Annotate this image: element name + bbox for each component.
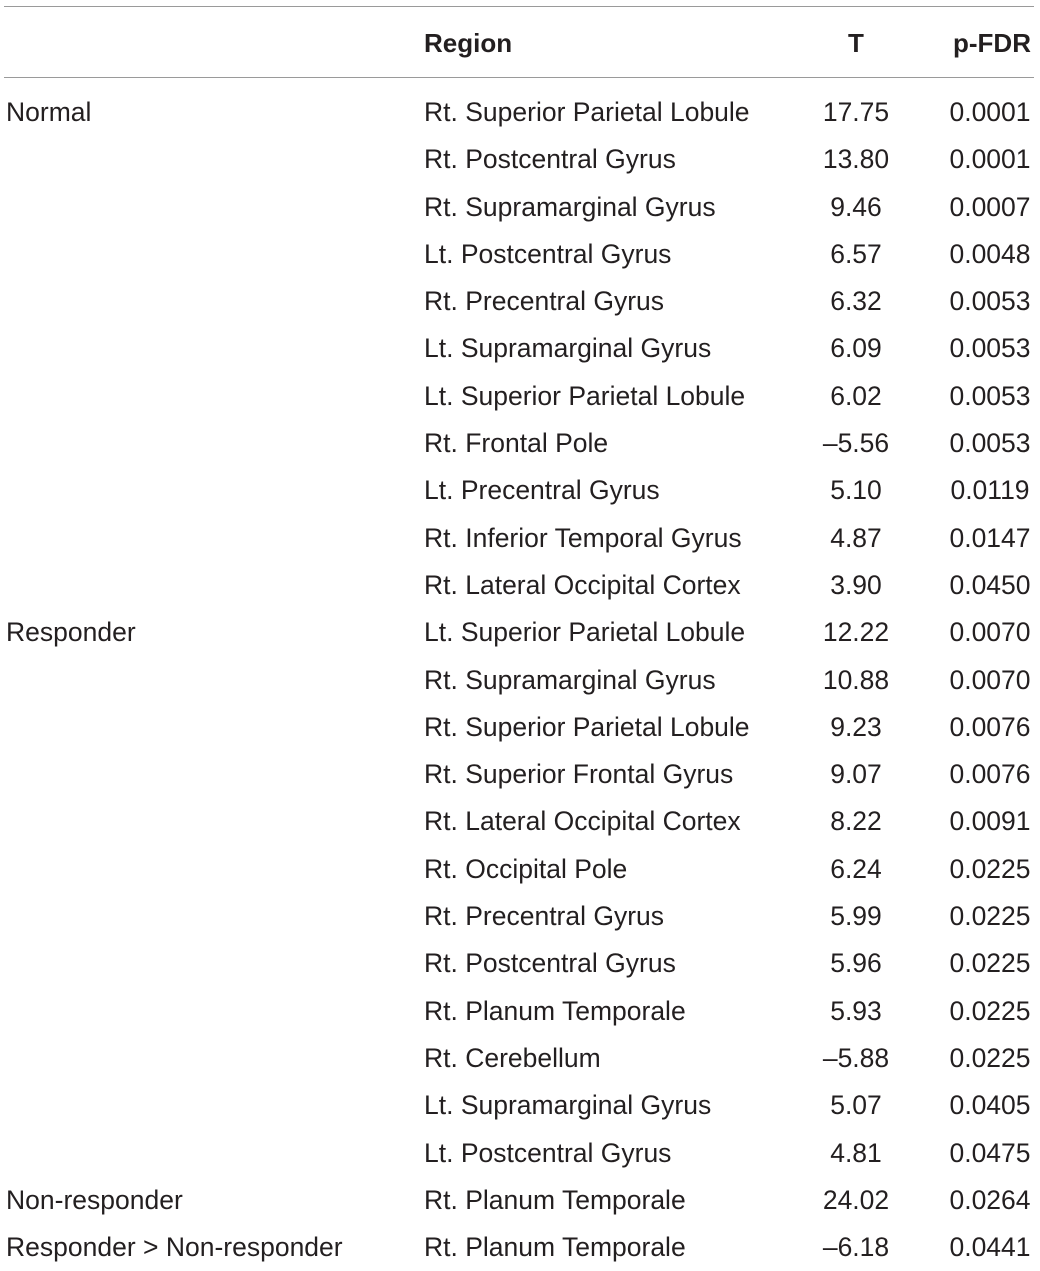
header-region: Region xyxy=(424,28,513,58)
table-body xyxy=(0,89,1040,1271)
region-cell: Rt. Precentral Gyrus xyxy=(424,286,665,317)
region-cell: Rt. Frontal Pole xyxy=(424,428,609,459)
table-row xyxy=(0,373,1040,420)
group-cell: Responder > Non-responder xyxy=(6,1232,343,1263)
p-fdr-cell: 0.0225 xyxy=(949,901,1031,932)
region-cell: Rt. Cerebellum xyxy=(424,1042,601,1073)
table-row xyxy=(0,988,1040,1035)
p-fdr-cell: 0.0450 xyxy=(949,569,1031,600)
region-cell: Rt. Superior Parietal Lobule xyxy=(424,97,750,127)
region-cell: Rt. Occipital Pole xyxy=(424,853,628,884)
t-value-cell: 4.87 xyxy=(830,522,882,553)
p-fdr-cell: 0.0007 xyxy=(949,191,1031,222)
region-cell: Rt. Lateral Occipital Cortex xyxy=(424,569,741,600)
table-row xyxy=(0,1177,1040,1224)
t-value-cell: 6.32 xyxy=(830,286,882,317)
region-cell: Rt. Lateral Occipital Cortex xyxy=(424,806,741,837)
t-value-cell: 6.09 xyxy=(830,333,882,364)
group-cell: Non-responder xyxy=(6,1184,183,1215)
t-value-cell: 6.24 xyxy=(830,853,882,884)
p-fdr-cell: 0.0225 xyxy=(949,853,1031,884)
p-fdr-cell: 0.0225 xyxy=(949,995,1031,1026)
region-cell: Rt. Planum Temporale xyxy=(424,1184,686,1215)
table-row xyxy=(0,1082,1040,1129)
t-value-cell: 17.75 xyxy=(822,97,890,127)
t-value-cell: 5.93 xyxy=(830,995,882,1026)
table-header-rule xyxy=(4,77,1034,78)
t-value-cell: 5.99 xyxy=(830,901,882,932)
t-value-cell: –5.88 xyxy=(822,1042,890,1073)
t-value-cell: 5.07 xyxy=(830,1090,882,1121)
table-row xyxy=(0,325,1040,372)
p-fdr-cell: 0.0048 xyxy=(949,238,1031,269)
p-fdr-cell: 0.0053 xyxy=(949,333,1031,364)
table-row xyxy=(0,940,1040,987)
t-value-cell: 5.10 xyxy=(830,475,882,506)
region-cell: Rt. Superior Frontal Gyrus xyxy=(424,759,734,790)
region-cell: Rt. Inferior Temporal Gyrus xyxy=(424,522,742,553)
table-row xyxy=(0,184,1040,231)
table-row xyxy=(0,798,1040,845)
region-cell: Lt. Superior Parietal Lobule xyxy=(424,380,746,411)
t-value-cell: 8.22 xyxy=(830,806,882,837)
p-fdr-cell: 0.0264 xyxy=(949,1184,1031,1215)
table-row xyxy=(0,278,1040,325)
t-value-cell: 4.81 xyxy=(830,1137,882,1168)
table-row xyxy=(0,136,1040,183)
table-row xyxy=(0,420,1040,467)
region-cell: Rt. Postcentral Gyrus xyxy=(424,144,676,175)
table-row xyxy=(0,1130,1040,1177)
p-fdr-cell: 0.0119 xyxy=(950,475,1030,506)
table-row xyxy=(0,1224,1040,1271)
region-cell: Lt. Supramarginal Gyrus xyxy=(424,1090,712,1121)
t-value-cell: 12.22 xyxy=(822,617,890,648)
t-value-cell: 24.02 xyxy=(822,1184,890,1215)
p-fdr-cell: 0.0091 xyxy=(949,806,1031,837)
t-value-cell: 10.88 xyxy=(822,664,890,695)
region-cell: Rt. Postcentral Gyrus xyxy=(424,948,676,979)
region-cell: Rt. Planum Temporale xyxy=(424,1232,686,1263)
t-value-cell: 6.57 xyxy=(830,238,882,269)
t-value-cell: –6.18 xyxy=(822,1232,890,1263)
p-fdr-cell: 0.0405 xyxy=(949,1090,1031,1121)
t-value-cell: 9.46 xyxy=(830,191,882,222)
table-row xyxy=(0,467,1040,514)
table-row xyxy=(0,609,1040,656)
p-fdr-cell: 0.0053 xyxy=(949,380,1031,411)
region-cell: Rt. Superior Parietal Lobule xyxy=(424,711,750,742)
table-row xyxy=(0,751,1040,798)
table-top-rule xyxy=(4,6,1034,7)
header-t: T xyxy=(848,28,864,58)
region-cell: Rt. Supramarginal Gyrus xyxy=(424,664,716,695)
p-fdr-cell: 0.0147 xyxy=(949,522,1031,553)
region-cell: Lt. Superior Parietal Lobule xyxy=(424,617,746,648)
table-row xyxy=(0,893,1040,940)
table-header xyxy=(0,20,1040,66)
region-cell: Lt. Precentral Gyrus xyxy=(424,475,660,506)
p-fdr-cell: 0.0076 xyxy=(949,759,1031,790)
p-fdr-cell: 0.0225 xyxy=(949,1042,1031,1073)
p-fdr-cell: 0.0475 xyxy=(949,1137,1031,1168)
table-row xyxy=(0,1035,1040,1082)
p-fdr-cell: 0.0053 xyxy=(949,428,1031,459)
region-cell: Lt. Postcentral Gyrus xyxy=(424,238,672,269)
t-value-cell: 3.90 xyxy=(830,569,882,600)
header-p-fdr: p-FDR xyxy=(953,28,1031,58)
group-cell: Normal xyxy=(6,97,92,127)
region-cell: Lt. Postcentral Gyrus xyxy=(424,1137,672,1168)
t-value-cell: –5.56 xyxy=(822,428,890,459)
t-value-cell: 13.80 xyxy=(822,144,890,175)
table-row xyxy=(0,562,1040,609)
t-value-cell: 6.02 xyxy=(830,380,882,411)
table-row xyxy=(0,846,1040,893)
group-cell: Responder xyxy=(6,617,136,648)
t-value-cell: 9.23 xyxy=(830,711,882,742)
p-fdr-cell: 0.0225 xyxy=(949,948,1031,979)
p-fdr-cell: 0.0070 xyxy=(949,664,1031,695)
region-cell: Rt. Precentral Gyrus xyxy=(424,901,665,932)
region-cell: Rt. Supramarginal Gyrus xyxy=(424,191,716,222)
p-fdr-cell: 0.0070 xyxy=(949,617,1031,648)
p-fdr-cell: 0.0053 xyxy=(949,286,1031,317)
table-row xyxy=(0,657,1040,704)
table-row xyxy=(0,231,1040,278)
region-cell: Lt. Supramarginal Gyrus xyxy=(424,333,712,364)
t-value-cell: 5.96 xyxy=(830,948,882,979)
p-fdr-cell: 0.0001 xyxy=(949,97,1031,127)
table-row xyxy=(0,704,1040,751)
p-fdr-cell: 0.0001 xyxy=(949,144,1031,175)
p-fdr-cell: 0.0076 xyxy=(949,711,1031,742)
region-cell: Rt. Planum Temporale xyxy=(424,995,686,1026)
p-fdr-cell: 0.0441 xyxy=(949,1232,1031,1263)
table-row xyxy=(0,89,1040,136)
t-value-cell: 9.07 xyxy=(830,759,882,790)
table-row xyxy=(0,515,1040,562)
